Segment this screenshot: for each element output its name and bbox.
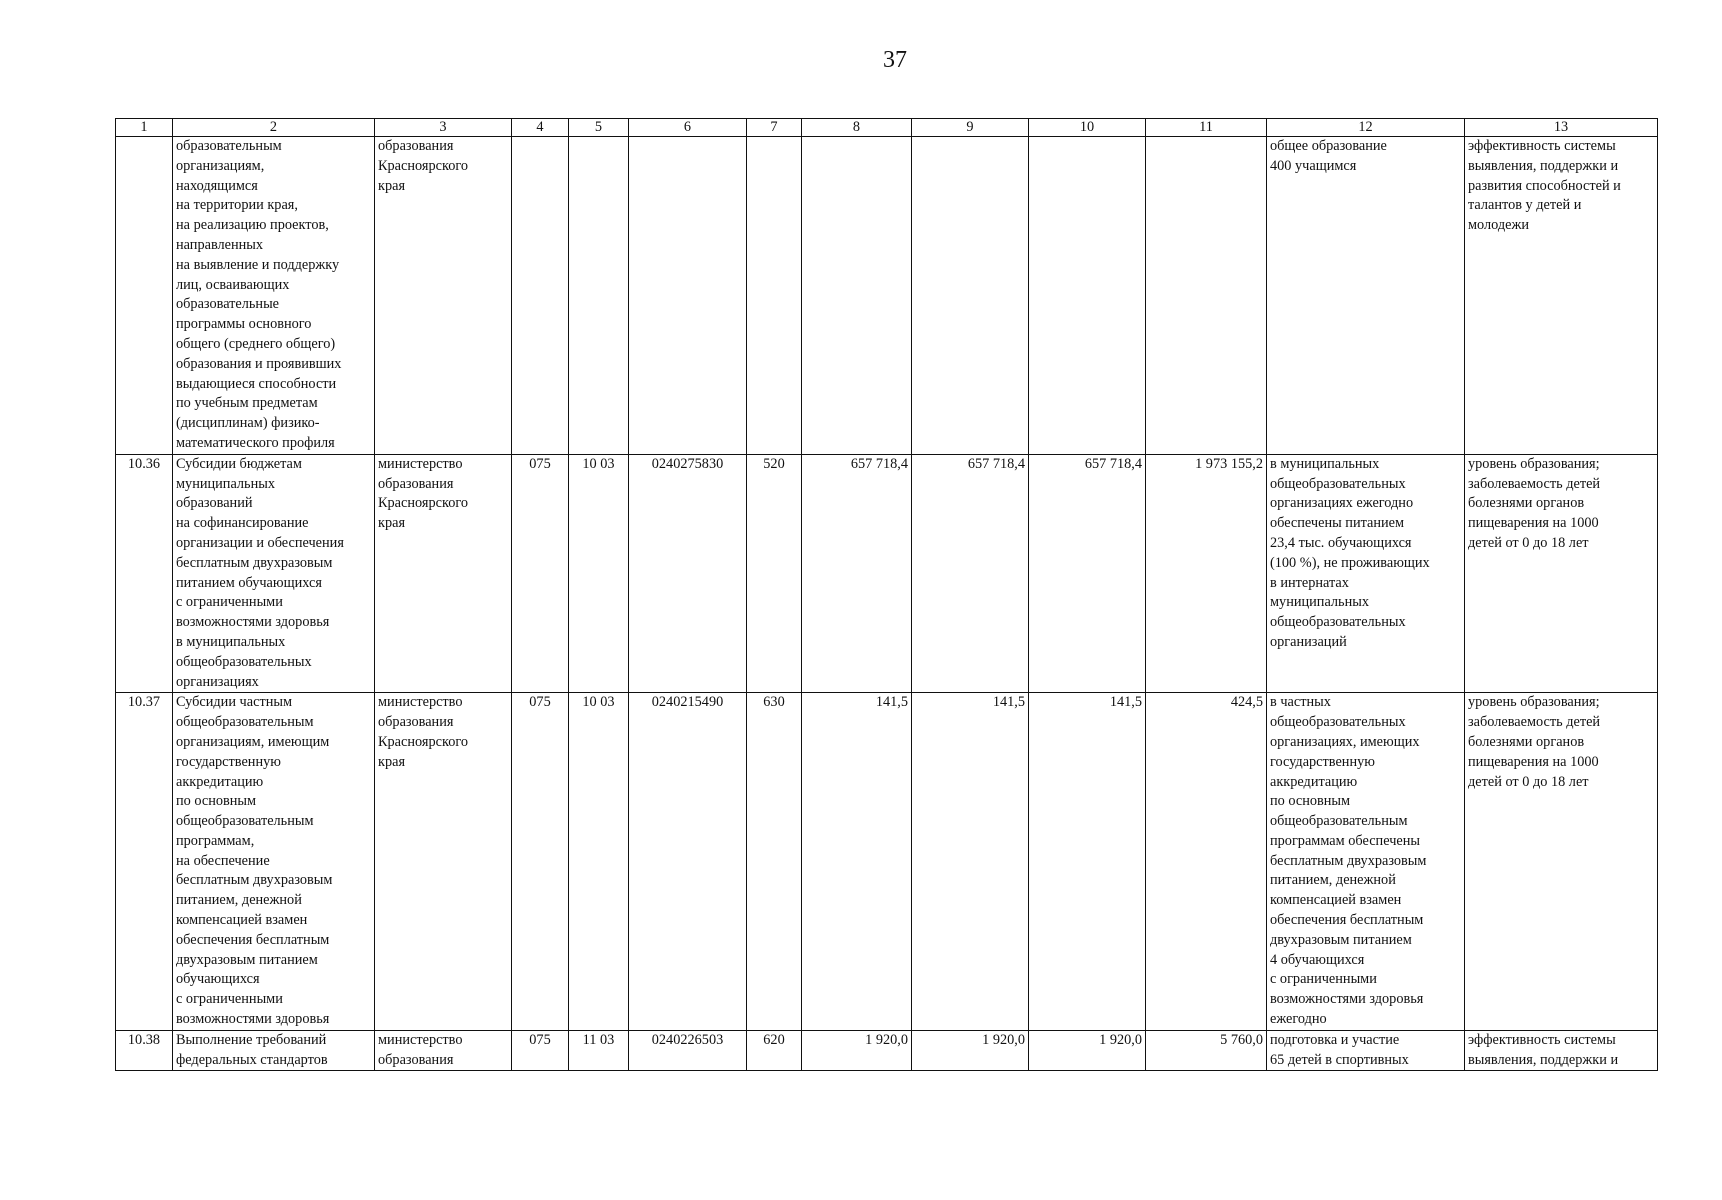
amount-year-3 — [1029, 137, 1146, 455]
row-number: 10.36 — [116, 454, 173, 693]
expected-result: подготовка и участие 65 детей в спортивных — [1267, 1030, 1465, 1071]
expense-type-code: 620 — [747, 1030, 802, 1071]
administrator: министерство образования Красноярского края — [375, 693, 512, 1031]
measure-name: Выполнение требований федеральных стандартов — [173, 1030, 375, 1071]
table-row — [116, 693, 1658, 1031]
table-row — [116, 1030, 1658, 1071]
expected-result: в муниципальных общеобразовательных организациях ежегодно обеспечены питанием 23,4 тыс. обучающихся (100 %), не проживающих в интернатах муниципальных общеобразовательных организаций — [1267, 454, 1465, 693]
column-header: 2 — [173, 119, 375, 137]
row-number: 10.38 — [116, 1030, 173, 1071]
effect-indicator: эффективность системы выявления, поддержки и — [1465, 1030, 1658, 1071]
expense-type-code — [747, 137, 802, 455]
administrator: образования Красноярского края — [375, 137, 512, 455]
table-row — [116, 454, 1658, 693]
administrator: министерство образования — [375, 1030, 512, 1071]
target-article-code: 0240215490 — [629, 693, 747, 1031]
administrator: министерство образования Красноярского края — [375, 454, 512, 693]
amount-year-1: 1 920,0 — [802, 1030, 912, 1071]
column-header: 10 — [1029, 119, 1146, 137]
effect-indicator: эффективность системы выявления, поддержки и развития способностей и талантов у детей и молодежи — [1465, 137, 1658, 455]
expense-type-code: 520 — [747, 454, 802, 693]
column-number-row — [116, 119, 1658, 137]
expected-result: в частных общеобразовательных организациях, имеющих государственную аккредитацию по основным общеобразовательным программам обеспечены бесплатным двухразовым питанием, денежной компенсацией взамен обеспечения бесплатным двухразовым питанием 4 обучающихся с ограниченными возможностями здоровья ежегодно — [1267, 693, 1465, 1031]
amount-year-3: 657 718,4 — [1029, 454, 1146, 693]
amount-year-1: 657 718,4 — [802, 454, 912, 693]
expense-type-code: 630 — [747, 693, 802, 1031]
expected-result: общее образование 400 учащимся — [1267, 137, 1465, 455]
amount-total: 424,5 — [1146, 693, 1267, 1031]
grbs-code: 075 — [512, 1030, 569, 1071]
amount-total — [1146, 137, 1267, 455]
column-header: 4 — [512, 119, 569, 137]
amount-year-3: 1 920,0 — [1029, 1030, 1146, 1071]
measure-name: образовательным организациям, находящимся на территории края, на реализацию проектов, направленных на выявление и поддержку лиц, осваивающих образовательные программы основного общего (среднего общего) образования и проявивших выдающиеся способности по учебным предметам (дисциплинам) физико- математического профиля — [173, 137, 375, 455]
target-article-code: 0240226503 — [629, 1030, 747, 1071]
column-header: 11 — [1146, 119, 1267, 137]
column-header: 9 — [912, 119, 1029, 137]
column-header: 7 — [747, 119, 802, 137]
row-number: 10.37 — [116, 693, 173, 1031]
column-header: 13 — [1465, 119, 1658, 137]
section-code — [569, 137, 629, 455]
column-header: 12 — [1267, 119, 1465, 137]
column-header: 3 — [375, 119, 512, 137]
grbs-code: 075 — [512, 693, 569, 1031]
program-table — [115, 118, 1658, 1071]
row-number — [116, 137, 173, 455]
page-number: 37 — [883, 47, 907, 73]
amount-year-1 — [802, 137, 912, 455]
table-row — [116, 137, 1658, 455]
effect-indicator: уровень образования; заболеваемость детей болезнями органов пищеварения на 1000 детей от 0 до 18 лет — [1465, 693, 1658, 1031]
effect-indicator: уровень образования; заболеваемость детей болезнями органов пищеварения на 1000 детей от 0 до 18 лет — [1465, 454, 1658, 693]
section-code: 10 03 — [569, 454, 629, 693]
amount-year-3: 141,5 — [1029, 693, 1146, 1031]
target-article-code — [629, 137, 747, 455]
amount-year-1: 141,5 — [802, 693, 912, 1031]
amount-year-2 — [912, 137, 1029, 455]
column-header: 5 — [569, 119, 629, 137]
measure-name: Субсидии бюджетам муниципальных образований на софинансирование организации и обеспечения бесплатным двухразовым питанием обучающихся с ограниченными возможностями здоровья в муниципальных общеобразовательных организациях — [173, 454, 375, 693]
amount-year-2: 141,5 — [912, 693, 1029, 1031]
section-code: 11 03 — [569, 1030, 629, 1071]
section-code: 10 03 — [569, 693, 629, 1031]
target-article-code: 0240275830 — [629, 454, 747, 693]
grbs-code — [512, 137, 569, 455]
column-header: 1 — [116, 119, 173, 137]
amount-year-2: 1 920,0 — [912, 1030, 1029, 1071]
amount-total: 5 760,0 — [1146, 1030, 1267, 1071]
amount-total: 1 973 155,2 — [1146, 454, 1267, 693]
column-header: 6 — [629, 119, 747, 137]
column-header: 8 — [802, 119, 912, 137]
amount-year-2: 657 718,4 — [912, 454, 1029, 693]
grbs-code: 075 — [512, 454, 569, 693]
measure-name: Субсидии частным общеобразовательным организациям, имеющим государственную аккредитацию по основным общеобразовательным программам, на обеспечение бесплатным двухразовым питанием, денежной компенсацией взамен обеспечения бесплатным двухразовым питанием обучающихся с ограниченными возможностями здоровья — [173, 693, 375, 1031]
